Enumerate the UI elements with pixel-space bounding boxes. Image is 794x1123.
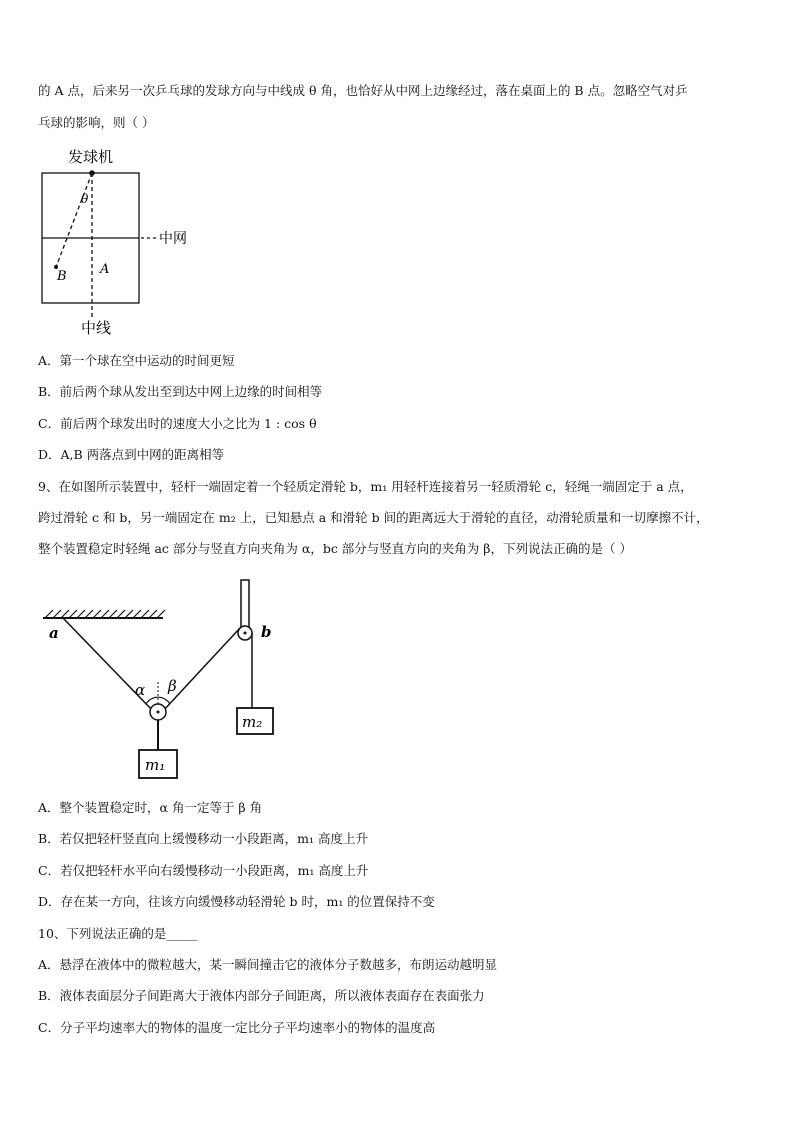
q9-label-alpha: α	[135, 681, 146, 699]
q8-label-net: 中网	[159, 231, 187, 247]
q9-stem-line-3: 整个装置稳定时轻绳 ac 部分与竖直方向夹角为 α，bc 部分与竖直方向的夹角为 β，下列说法正确的是（ ）	[38, 541, 632, 556]
q9-label-a: a	[49, 624, 59, 642]
q9-stem-line-2: 跨过滑轮 c 和 b，另一端固定在 m₂ 上，已知悬点 a 和滑轮 b 间的距离远大于滑轮的直径，动滑轮质量和一切摩擦不计，	[38, 510, 709, 525]
q9-option-b: B．若仅把轻杆竖直向上缓慢移动一小段距离，m₁ 高度上升	[38, 831, 369, 846]
q9-stem-line-1: 9、在如图所示装置中，轻杆一端固定着一个轻质定滑轮 b，m₁ 用轻杆连接着另一轻质滑轮 c，轻绳一端固定于 a 点，	[38, 479, 693, 494]
q8-serve-point	[89, 170, 95, 176]
q9-label-b: b	[261, 623, 272, 641]
q8-label-serve-machine: 发球机	[68, 148, 114, 166]
q8-stem-line-2: 乓球的影响，则（ ）	[38, 115, 155, 130]
q9-label-beta: β	[168, 677, 177, 695]
q9-option-a: A．整个装置稳定时，α 角一定等于 β 角	[38, 800, 263, 815]
q9-rope-bc	[163, 628, 240, 711]
q9-option-c: C．若仅把轻杆水平向右缓慢移动一小段距离，m₁ 高度上升	[38, 863, 369, 878]
q9-ceiling-hatching	[45, 610, 165, 618]
q9-option-d: D．存在某一方向，往该方向缓慢移动轻滑轮 b 时，m₁ 的位置保持不变	[38, 894, 435, 909]
q8-option-c: C．前后两个球发出时的速度大小之比为 1 : cos θ	[38, 416, 317, 431]
q9-label-m2: m₂	[242, 713, 263, 731]
q8-label-A: A	[100, 262, 110, 277]
q9-light-rod	[241, 580, 249, 630]
q10-option-b: B．液体表面层分子间距离大于液体内部分子间距离，所以液体表面存在表面张力	[38, 988, 485, 1003]
q8-option-d: D．A,B 两落点到中网的距离相等	[38, 447, 225, 462]
q10-option-a: A．悬浮在液体中的微粒越大，某一瞬间撞击它的液体分子数越多，布朗运动越明显	[38, 957, 498, 972]
q9-label-m1: m₁	[145, 756, 166, 774]
q8-option-a: A．第一个球在空中运动的时间更短	[38, 353, 235, 368]
q10-option-c: C．分子平均速率大的物体的温度一定比分子平均速率小的物体的温度高	[38, 1020, 436, 1035]
q8-label-B: B	[57, 269, 67, 284]
q8-stem-line-1: 的 A 点，后来另一次乒乓球的发球方向与中线成 θ 角，也恰好从中网上边缘经过，落在桌面上的 B 点。忽略空气对乒	[38, 83, 688, 98]
q8-angled-trajectory	[56, 173, 92, 267]
q8-label-theta: θ	[81, 192, 89, 206]
q8-option-b: B．前后两个球从发出至到达中网上边缘的时间相等	[38, 384, 323, 399]
q8-label-center-line: 中线	[81, 319, 112, 337]
q9-pulley-figure	[35, 578, 290, 788]
q10-stem: 10、下列说法正确的是_____	[38, 926, 198, 941]
q8-ping-pong-table-figure	[35, 145, 187, 340]
